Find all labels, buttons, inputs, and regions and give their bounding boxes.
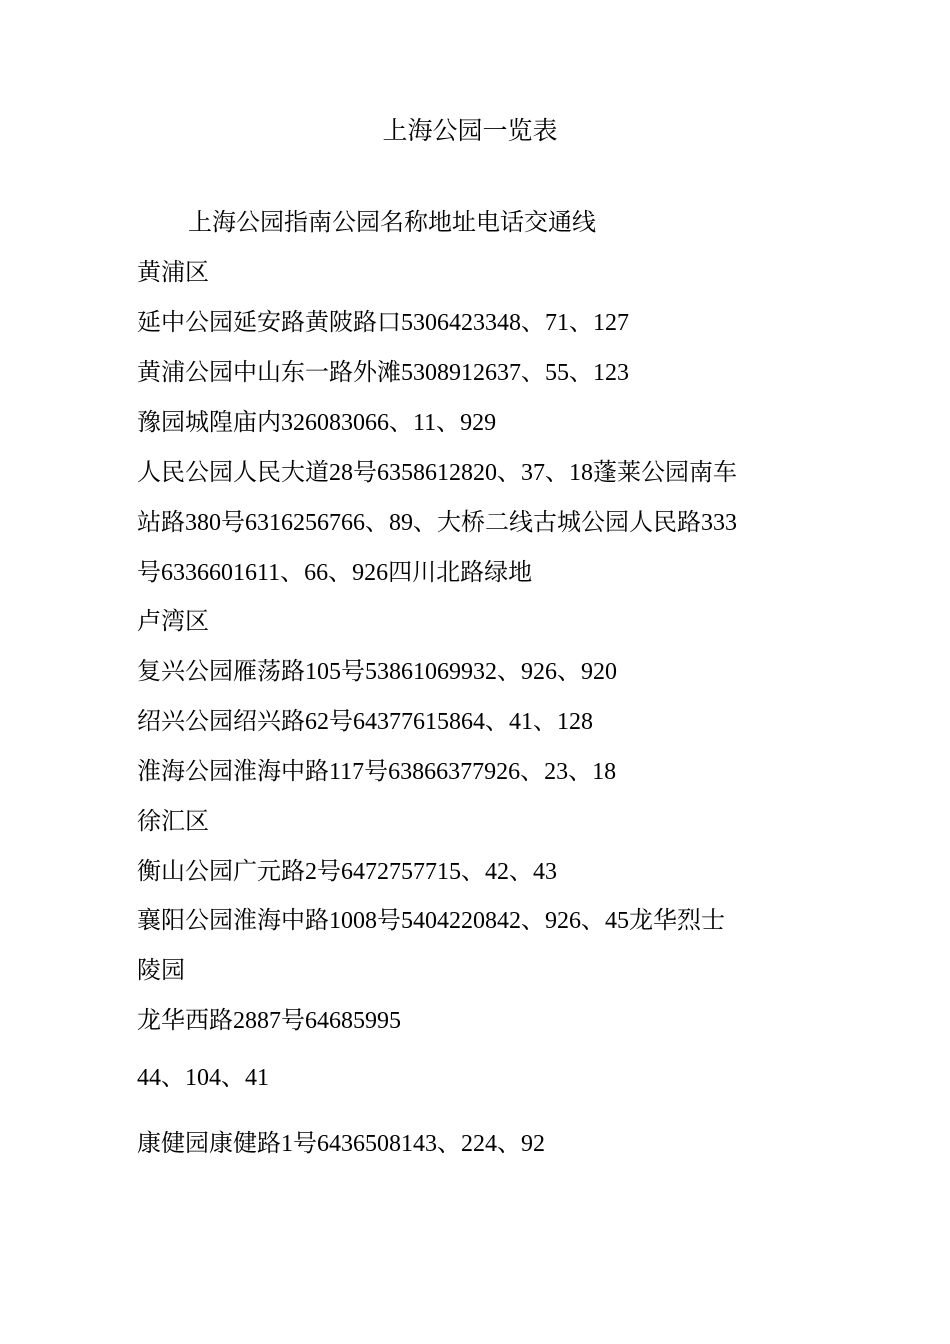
list-item: 站路380号6316256766、89、大桥二线古城公园人民路333 [137,510,737,536]
list-item: 豫园城隍庙内326083066、11、929 [137,410,497,436]
list-item: 龙华西路2887号64685995 [137,1008,401,1034]
list-item: 人民公园人民大道28号6358612820、37、18蓬莱公园南车 [137,460,737,486]
list-item: 延中公园延安路黄陂路口5306423348、71、127 [137,310,629,336]
list-item: 号6336601611、66、926四川北路绿地 [137,560,533,586]
district-heading-huangpu: 黄浦区 [137,260,209,286]
list-item: 康健园康健路1号6436508143、224、92 [137,1131,545,1157]
list-item: 淮海公园淮海中路117号63866377926、23、18 [137,759,617,785]
list-item: 复兴公园雁荡路105号53861069932、926、920 [137,659,617,685]
list-item: 陵园 [137,958,185,984]
list-item: 襄阳公园淮海中路1008号5404220842、926、45龙华烈士 [137,908,725,934]
list-item: 绍兴公园绍兴路62号64377615864、41、128 [137,709,593,735]
list-item: 黄浦公园中山东一路外滩5308912637、55、123 [137,360,629,386]
page-subtitle: 上海公园指南公园名称地址电话交通线 [188,210,596,236]
page-title: 上海公园一览表 [382,118,558,145]
list-item: 44、104、41 [137,1065,269,1091]
district-heading-xuhui: 徐汇区 [137,809,209,835]
district-heading-luwan: 卢湾区 [137,609,209,635]
list-item: 衡山公园广元路2号6472757715、42、43 [137,859,557,885]
